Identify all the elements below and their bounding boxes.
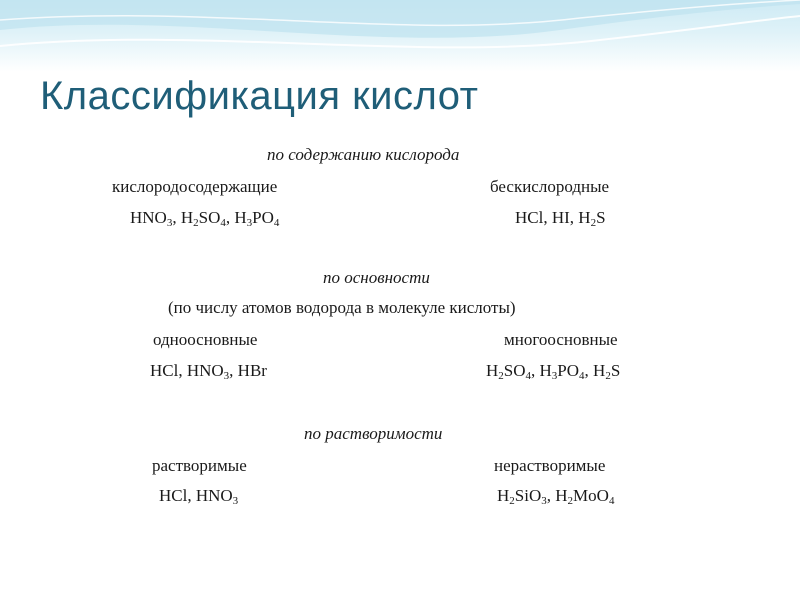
section-heading-oxygen: по содержанию кислорода <box>267 145 460 164</box>
formulas-monobasic: HCl, $HNO_3$, HBr <box>150 361 267 382</box>
label-oxygen-containing: кислородосодержащие <box>112 177 278 196</box>
header-background <box>0 0 800 72</box>
section-heading-basicity: по основности <box>323 268 430 287</box>
label-insoluble: нерастворимые <box>494 456 606 475</box>
label-monobasic: одноосновные <box>153 330 258 349</box>
formulas-insoluble: $H_2SiO_3$, $H_2MoO_4$ <box>497 486 615 507</box>
label-polybasic: многоосновные <box>504 330 618 349</box>
page-title: Классификация кислот <box>40 74 479 118</box>
label-soluble: растворимые <box>152 456 247 475</box>
formulas-polybasic: $H_2SO_4$, $H_3PO_4$, $H_2S$ <box>486 361 621 382</box>
section-heading-solubility: по растворимости <box>304 424 443 443</box>
section-note-basicity: (по числу атомов водорода в молекуле кислоты) <box>168 298 516 317</box>
label-oxygen-free: бескислородные <box>490 177 610 196</box>
formulas-oxygen-containing: $HNO_3$, $H_2SO_4$, $H_3PO_4$ <box>130 208 280 229</box>
formulas-soluble: HCl, $HNO_3$ <box>159 486 239 507</box>
wave-decoration <box>0 0 800 72</box>
formulas-oxygen-free: HCl, HI, $H_2S$ <box>515 208 606 229</box>
